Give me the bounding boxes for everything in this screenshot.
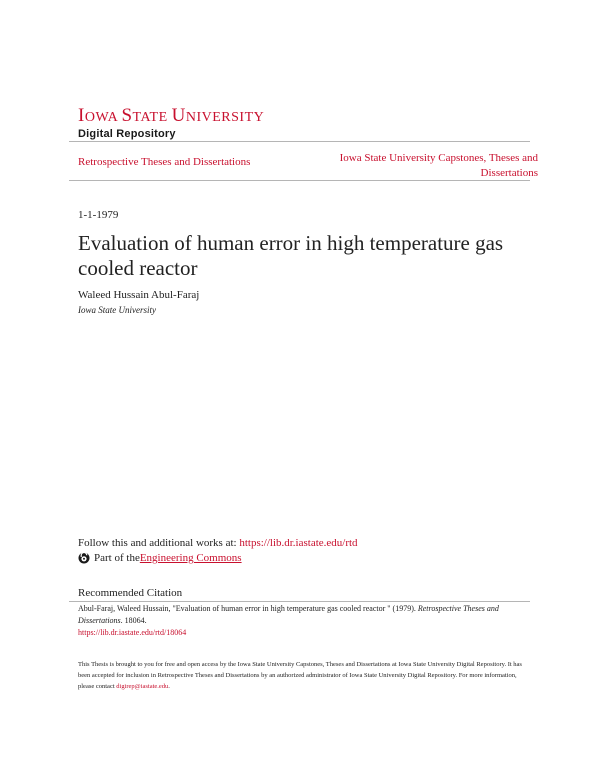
collection-divider xyxy=(69,180,530,181)
top-divider xyxy=(69,141,530,142)
citation-block xyxy=(78,603,530,639)
logo-text-owa: OWA xyxy=(84,110,122,125)
repository-notice xyxy=(78,659,533,692)
open-access-icon xyxy=(78,552,90,564)
citation-series: Retrospective Theses and Dissertations xyxy=(78,604,499,625)
author-affiliation: Iowa State University xyxy=(78,305,156,315)
citation-link[interactable]: https://lib.dr.iastate.edu/rtd/18064 xyxy=(78,628,187,637)
citation-text: Abul-Faraj, Waleed Hussain, "Evaluation of human error in high temperature gas cooled reactor " (1979). xyxy=(78,604,418,613)
logo-letter-s: S xyxy=(121,105,133,126)
citation-divider xyxy=(69,601,530,602)
engineering-commons-link[interactable]: Engineering Commons xyxy=(139,552,242,564)
logo-text-tate: TATE xyxy=(132,110,172,125)
collection-link-left[interactable]: Retrospective Theses and Dissertations xyxy=(78,156,251,168)
follow-line xyxy=(78,537,358,549)
university-logo[interactable] xyxy=(78,106,264,140)
notice-text: This Thesis is brought to you for free and open access by the Iowa State University Capstones, Theses and Dissertations at Iowa State University Digital Repository. It has been accepted for inclusion in Retrospective Theses and Dissertations by an authorized administrator of Iowa State University Digital Repository. For more information, please contact xyxy=(78,661,522,690)
document-title: Evaluation of human error in high temperature gas cooled reactor xyxy=(78,231,504,280)
logo-letter-i: I xyxy=(78,105,85,126)
logo-text-niversity: NIVERSITY xyxy=(185,110,265,125)
follow-text: Follow this and additional works at: xyxy=(78,537,240,549)
follow-link[interactable]: https://lib.dr.iastate.edu/rtd xyxy=(239,537,358,549)
collection-link-right[interactable]: Iowa State University Capstones, Theses and Dissertations xyxy=(339,152,538,179)
citation-number: . 18064. xyxy=(120,616,147,625)
publication-date: 1-1-1979 xyxy=(78,209,119,221)
author-name: Waleed Hussain Abul-Faraj xyxy=(78,289,200,301)
contact-email-link[interactable]: digirep@iastate.edu xyxy=(116,683,169,690)
notice-end: . xyxy=(168,683,170,690)
logo-subtitle: Digital Repository xyxy=(78,128,176,140)
logo-letter-u: U xyxy=(171,105,186,126)
part-of-line xyxy=(78,552,242,564)
recommended-citation-heading: Recommended Citation xyxy=(78,587,183,599)
part-of-text: Part of the xyxy=(94,552,140,564)
logo-wordmark xyxy=(78,106,264,127)
